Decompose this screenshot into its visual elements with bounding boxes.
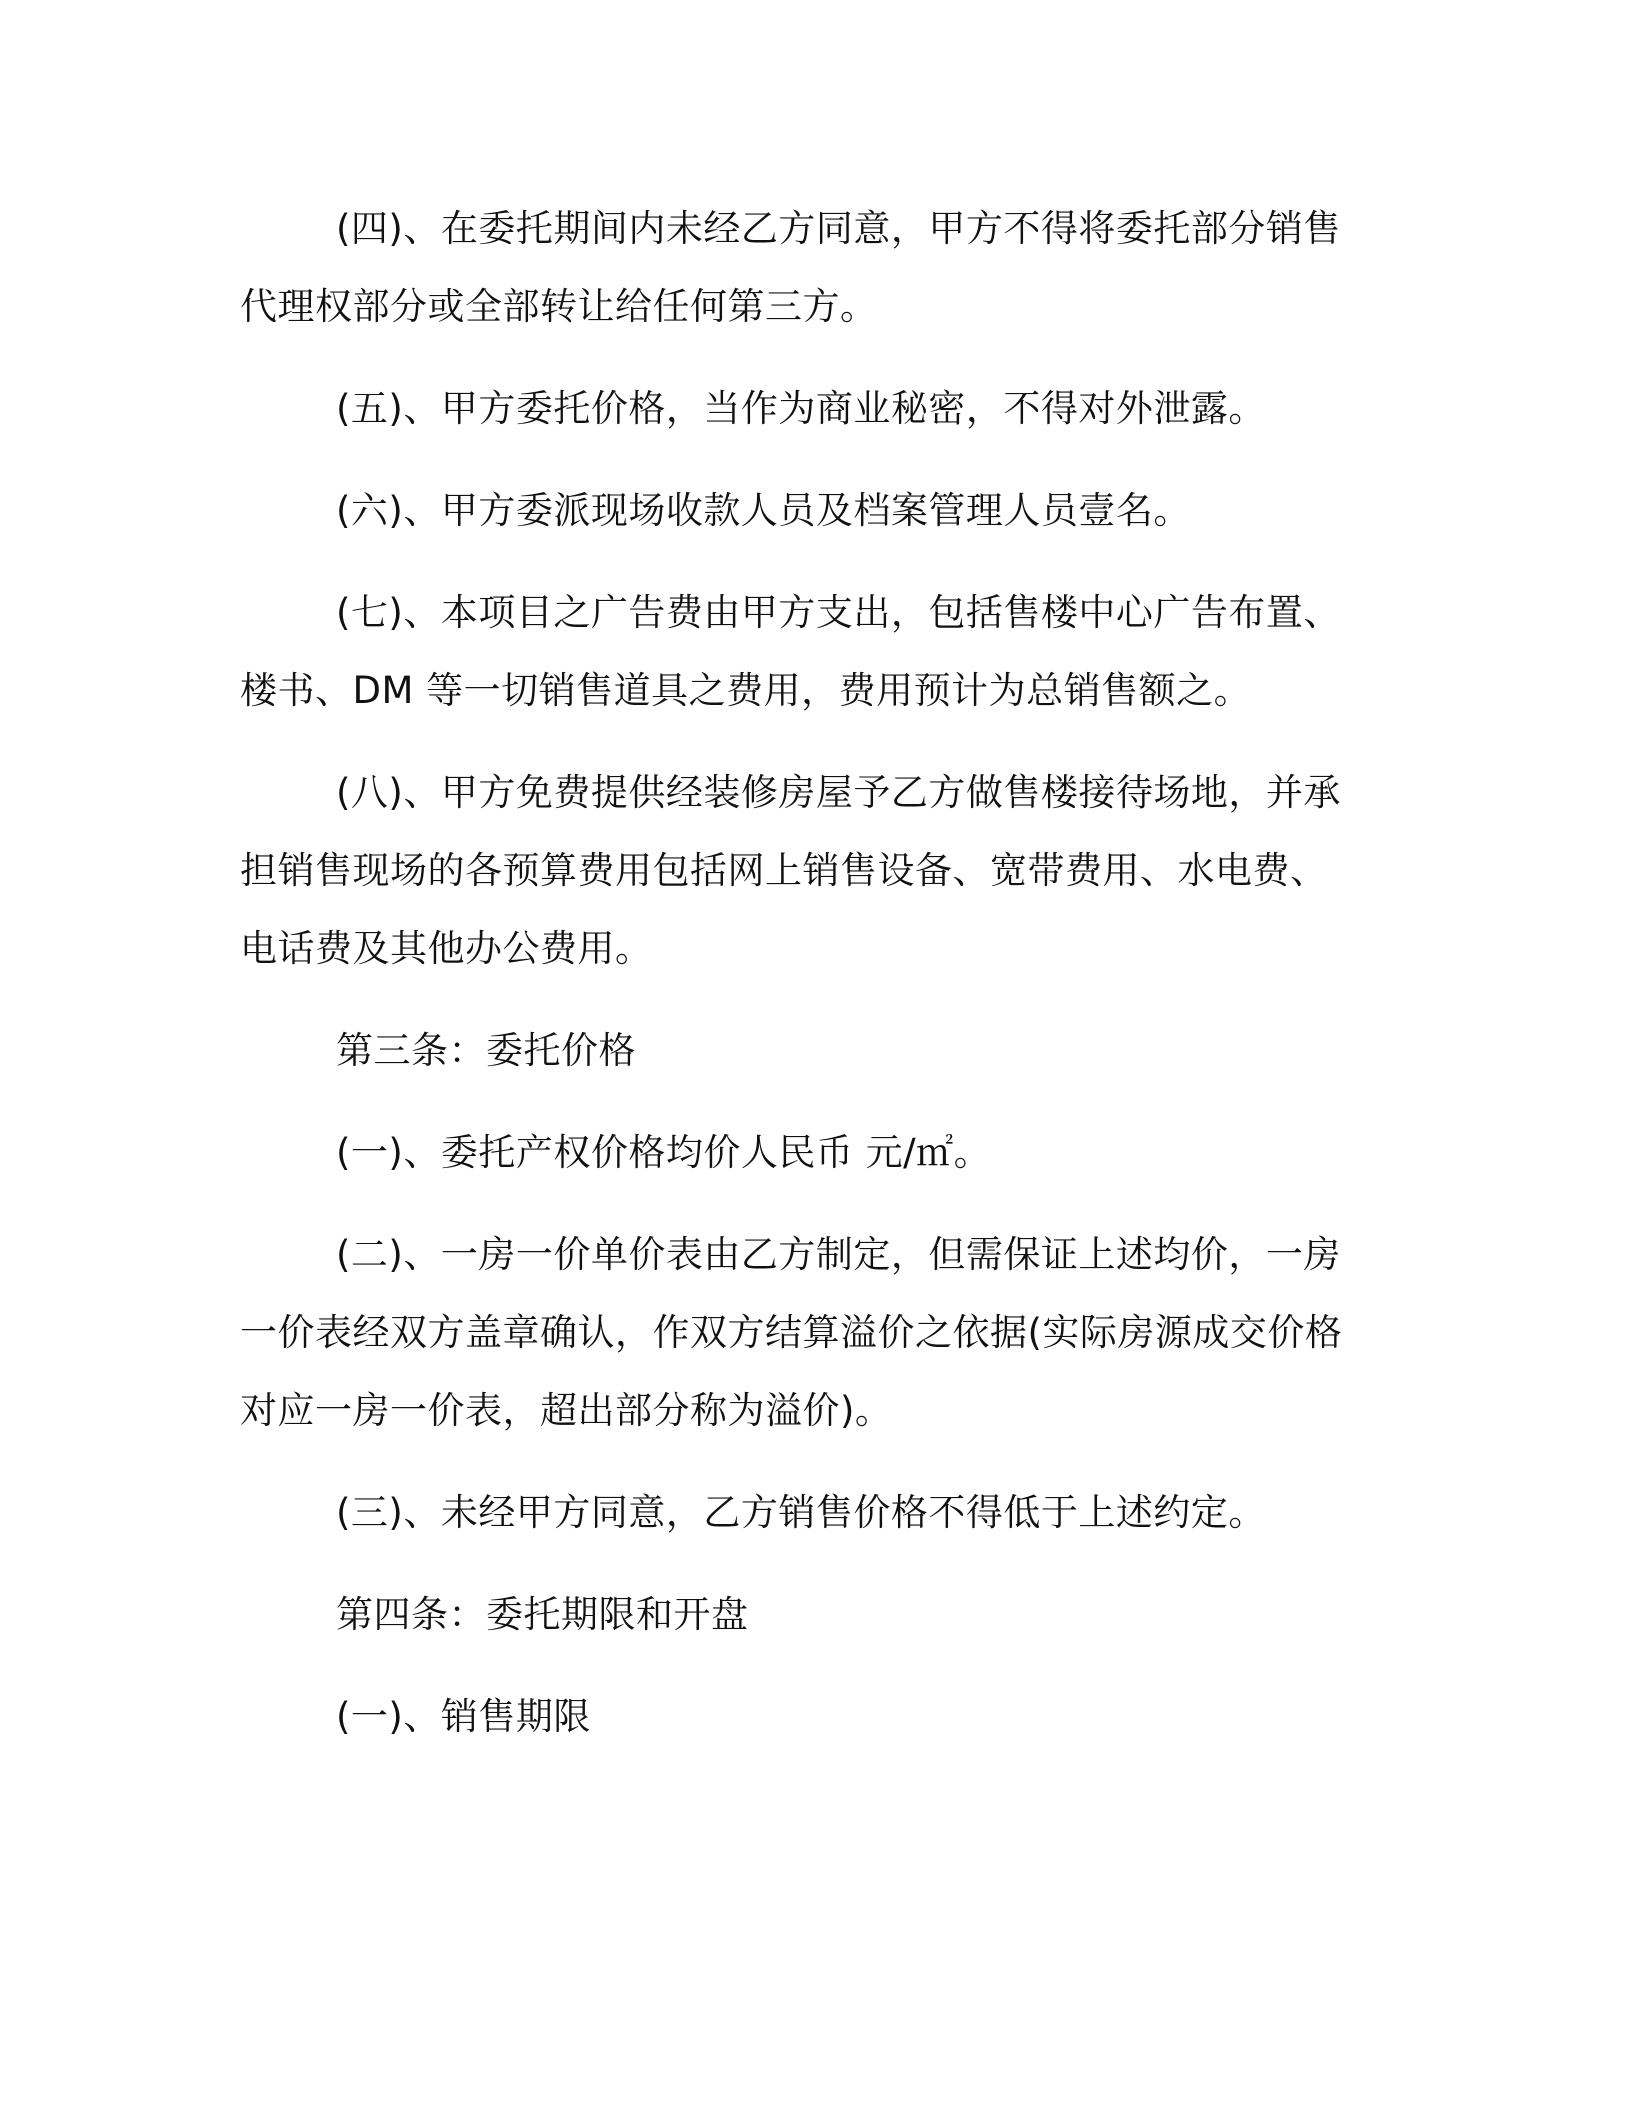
clause-6-onsite-staff: (六)、甲方委派现场收款人员及档案管理人员壹名。 — [336, 489, 1191, 532]
article-3-clause-3: (三)、未经甲方同意，乙方销售价格不得低于上述约定。 — [336, 1491, 1266, 1534]
clause-8-sales-venue: (八)、甲方免费提供经装修房屋予乙方做售楼接待场地，并承担销售现场的各预算费用包括网上销售设备、宽带费用、水电费、电话费及其他办公费用。 — [240, 771, 1341, 970]
clause-4-transfer-restriction: (四)、在委托期间内未经乙方同意，甲方不得将委托部分销售代理权部分或全部转让给任何第三方。 — [240, 207, 1341, 328]
clause-5-price-confidentiality: (五)、甲方委托价格，当作为商业秘密，不得对外泄露。 — [336, 387, 1266, 430]
article-3-clause-1: (一)、委托产权价格均价人民币 元/㎡。 — [336, 1131, 992, 1174]
clause-7-advertising-fee: (七)、本项目之广告费由甲方支出，包括售楼中心广告布置、楼书、DM 等一切销售道具之费用，费用预计为总销售额之。 — [240, 591, 1341, 712]
article-3-heading: 第三条：委托价格 — [336, 1029, 636, 1072]
article-4-clause-1: (一)、销售期限 — [336, 1695, 591, 1738]
article-4-heading: 第四条：委托期限和开盘 — [336, 1593, 749, 1636]
document-body — [240, 190, 1364, 1756]
article-3-clause-2: (二)、一房一价单价表由乙方制定，但需保证上述均价，一房一价表经双方盖章确认，作双方结算溢价之依据(实际房源成交价格对应一房一价表，超出部分称为溢价)。 — [240, 1233, 1343, 1432]
